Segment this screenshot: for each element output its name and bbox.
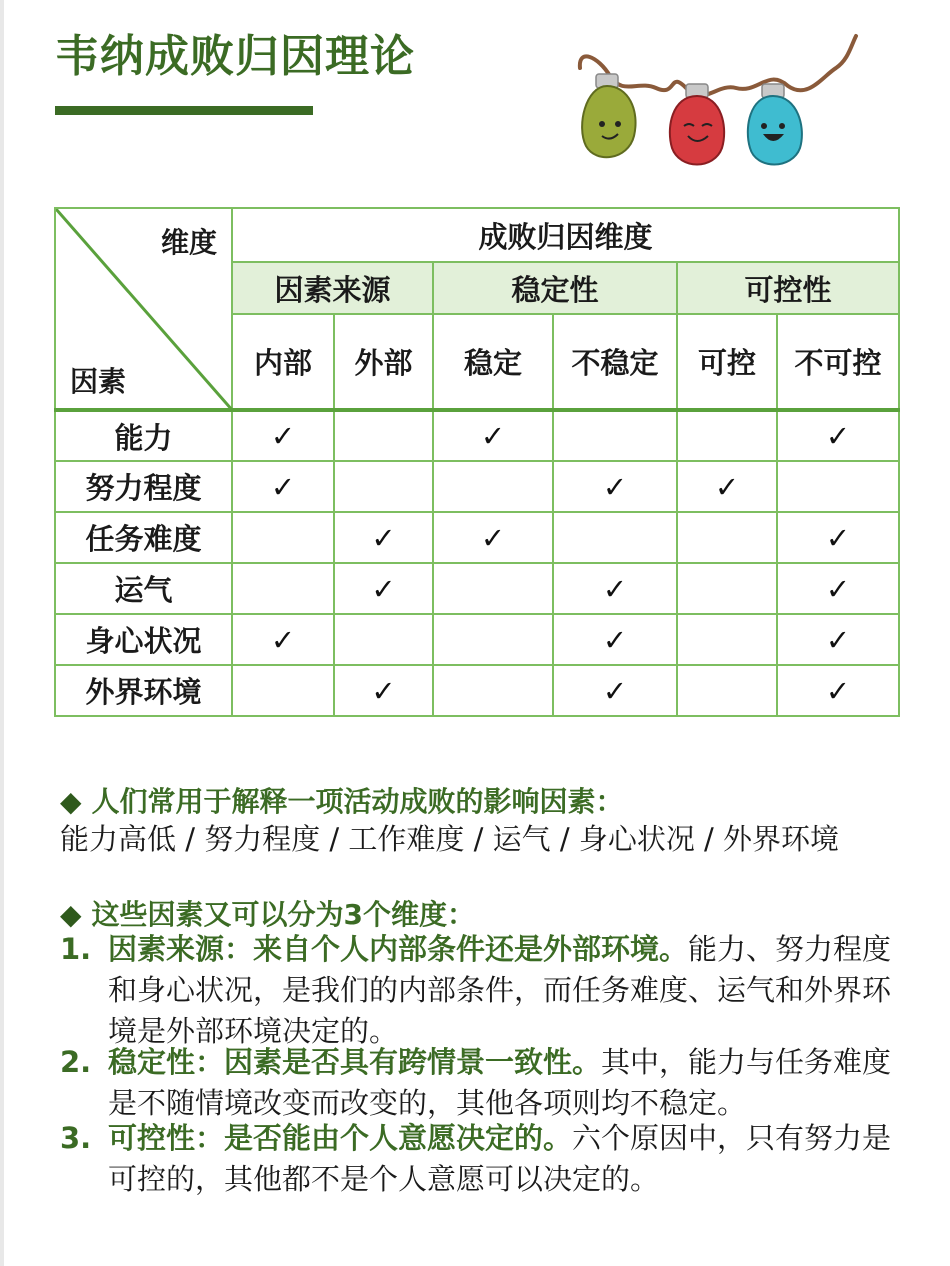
table-cell: [334, 614, 433, 665]
table-cell: ✓: [334, 563, 433, 614]
list-item: [60, 929, 900, 1052]
group-header-control: 可控性: [677, 262, 899, 314]
section1-heading-text: 人们常用于解释一项活动成败的影响因素：: [91, 785, 624, 818]
section2-heading: [60, 893, 475, 933]
list-highlight: 因素来源：来自个人内部条件还是外部环境。: [108, 932, 689, 966]
table-cell: ✓: [334, 512, 433, 563]
list-text: 六个原因中，只有努力是可控的，其他都不是个人意愿可以决定的。: [108, 1121, 892, 1196]
leaf-header: 内部: [232, 314, 334, 410]
table-corner-cell: [55, 208, 232, 410]
table-row: [55, 461, 899, 512]
table-cell: ✓: [777, 563, 899, 614]
section1-heading: [60, 780, 624, 820]
blue-bulb-icon: [748, 84, 802, 165]
list-number: 1.: [60, 932, 92, 966]
table-cell: [677, 512, 777, 563]
leaf-header: 不可控: [777, 314, 899, 410]
table-cell: ✓: [777, 614, 899, 665]
table-cell: [232, 563, 334, 614]
row-label: 能力: [55, 410, 232, 461]
main-header: 成败归因维度: [232, 208, 899, 262]
table-row: [55, 563, 899, 614]
row-label: 运气: [55, 563, 232, 614]
page-title: 韦纳成败归因理论: [55, 31, 415, 82]
table-cell: [232, 512, 334, 563]
row-label: 身心状况: [55, 614, 232, 665]
table-cell: [433, 614, 553, 665]
table-cell: [334, 461, 433, 512]
list-highlight: 可控性：是否能由个人意愿决定的。: [108, 1121, 573, 1155]
list-number: 3.: [60, 1121, 92, 1155]
diamond-bullet-icon: ◆: [60, 785, 82, 818]
leaf-header: 可控: [677, 314, 777, 410]
leaf-header: 稳定: [433, 314, 553, 410]
table-row: [55, 614, 899, 665]
title-underline: [55, 106, 313, 115]
table-cell: [677, 563, 777, 614]
attribution-table: [54, 207, 900, 717]
table-cell: [553, 512, 677, 563]
row-label: 外界环境: [55, 665, 232, 716]
table-row: [55, 512, 899, 563]
group-header-stability: 稳定性: [433, 262, 677, 314]
table-cell: [433, 461, 553, 512]
list-text: 能力、努力程度和身心状况，是我们的内部条件，而任务难度、运气和外界环境是外部环境决定的。: [108, 932, 892, 1048]
table-cell: [232, 665, 334, 716]
table-cell: ✓: [553, 461, 677, 512]
string-lights-icon: [568, 28, 868, 178]
table-cell: ✓: [232, 410, 334, 461]
table-cell: ✓: [777, 410, 899, 461]
table-cell: [677, 665, 777, 716]
list-item: [60, 1118, 900, 1200]
table-cell: [777, 461, 899, 512]
group-header-source: 因素来源: [232, 262, 433, 314]
table-cell: ✓: [433, 512, 553, 563]
list-text: 其中，能力与任务难度是不随情境改变而改变的，其他各项则均不稳定。: [108, 1045, 892, 1120]
table-cell: [433, 563, 553, 614]
section1-factors: 能力高低 / 努力程度 / 工作难度 / 运气 / 身心状况 / 外界环境: [60, 822, 840, 856]
table-cell: ✓: [433, 410, 553, 461]
table-cell: ✓: [553, 563, 677, 614]
table-row: [55, 665, 899, 716]
table-row: [55, 410, 899, 461]
list-number: 2.: [60, 1045, 92, 1079]
table-cell: ✓: [553, 614, 677, 665]
table-cell: [553, 410, 677, 461]
table-cell: ✓: [553, 665, 677, 716]
corner-dimension-label: 维度: [160, 226, 217, 259]
red-bulb-icon: [670, 84, 724, 165]
section2-heading-text: 这些因素又可以分为3个维度：: [91, 898, 476, 931]
table-cell: [677, 614, 777, 665]
page-edge: [0, 0, 4, 1266]
leaf-header: 不稳定: [553, 314, 677, 410]
row-label: 努力程度: [55, 461, 232, 512]
corner-factor-label: 因素: [70, 365, 127, 398]
table-cell: [433, 665, 553, 716]
table-cell: ✓: [777, 665, 899, 716]
table-cell: ✓: [232, 461, 334, 512]
table-cell: [677, 410, 777, 461]
table-cell: ✓: [334, 665, 433, 716]
list-item: [60, 1042, 900, 1124]
row-label: 任务难度: [55, 512, 232, 563]
list-highlight: 稳定性：因素是否具有跨情景一致性。: [108, 1045, 602, 1079]
table-cell: ✓: [777, 512, 899, 563]
diamond-bullet-icon: ◆: [60, 898, 82, 931]
table-cell: [334, 410, 433, 461]
leaf-header: 外部: [334, 314, 433, 410]
table-cell: ✓: [677, 461, 777, 512]
table-cell: ✓: [232, 614, 334, 665]
